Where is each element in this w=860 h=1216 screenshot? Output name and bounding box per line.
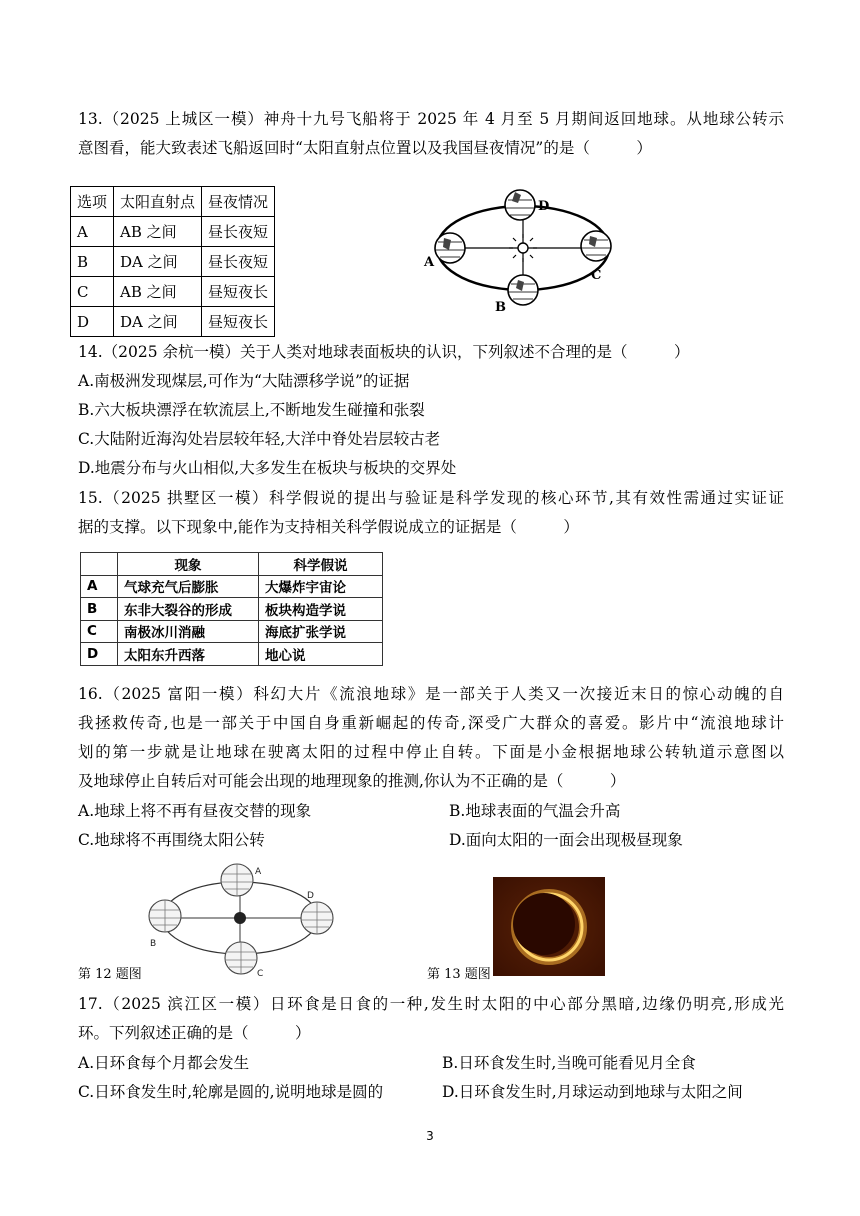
table-header: 科学假说 <box>259 553 383 576</box>
q17-option-d: D.日环食发生时,月球运动到地球与太阳之间 <box>442 1083 743 1101</box>
table-cell: 大爆炸宇宙论 <box>259 575 383 598</box>
table-cell: B <box>81 598 118 621</box>
table-cell: 南极冰川消融 <box>118 620 259 643</box>
q14-option-a: A.南极洲发现煤层,可作为“大陆漂移学说”的证据 <box>78 372 410 390</box>
table-header: 昼夜情况 <box>202 187 275 217</box>
q13-table <box>70 186 275 337</box>
table-header <box>81 553 118 576</box>
fig12-label-c: C <box>257 969 264 979</box>
table-row <box>81 575 383 598</box>
table-row <box>71 307 275 337</box>
orbit-label-c: C <box>591 268 602 283</box>
table-row <box>71 277 275 307</box>
table-cell: 昼长夜短 <box>202 217 275 247</box>
table-row <box>81 643 383 666</box>
q15-table <box>80 552 383 666</box>
table-cell: 昼短夜长 <box>202 307 275 337</box>
table-cell: DA 之间 <box>114 247 202 277</box>
orbit-label-b: B <box>495 300 506 315</box>
table-row <box>81 598 383 621</box>
q17-option-c: C.日环食发生时,轮廓是圆的,说明地球是圆的 <box>78 1083 384 1101</box>
q17-stem-line1: 17.（2025 滨江区一模）日环食是日食的一种,发生时太阳的中心部分黑暗,边缘仍明亮,形成光 <box>78 995 784 1013</box>
q13-stem-line1: 13.（2025 上城区一模）神舟十九号飞船将于 2025 年 4 月至 5 月期间返回地球。从地球公转示 <box>78 110 784 128</box>
fig12-label-b: B <box>150 939 157 949</box>
q14-option-b: B.六大板块漂浮在软流层上,不断地发生碰撞和张裂 <box>78 401 425 419</box>
q14-option-c: C.大陆附近海沟处岩层较年轻,大洋中脊处岩层较古老 <box>78 430 441 448</box>
fig13-caption: 第 13 题图 <box>427 967 491 982</box>
q16-stem-line4: 及地球停止自转后对可能会出现的地理现象的推测,你认为不正确的是（ ） <box>78 772 626 790</box>
fig13-eclipse-photo <box>493 877 605 976</box>
table-cell: B <box>71 247 114 277</box>
q15-stem-line1: 15.（2025 拱墅区一模）科学假说的提出与验证是科学发现的核心环节,其有效性需通过实证证 <box>78 489 784 507</box>
fig12-orbit-diagram <box>145 858 335 980</box>
table-header: 现象 <box>118 553 259 576</box>
table-cell: 昼长夜短 <box>202 247 275 277</box>
q14-option-d: D.地震分布与火山相似,大多发生在板块与板块的交界处 <box>78 459 457 477</box>
table-header-row <box>71 187 275 217</box>
table-header-row <box>81 553 383 576</box>
q16-stem-line2: 我拯救传奇,也是一部关于中国自身重新崛起的传奇,深受广大群众的喜爱。影片中“流浪地球计 <box>78 714 784 732</box>
table-cell: DA 之间 <box>114 307 202 337</box>
table-cell: 昼短夜长 <box>202 277 275 307</box>
q13-stem-line2: 意图看，能大致表述飞船返回时“太阳直射点位置以及我国昼夜情况”的是（ ） <box>78 139 652 157</box>
q16-option-b: B.地球表面的气温会升高 <box>449 802 621 820</box>
q17-option-a: A.日环食每个月都会发生 <box>78 1054 250 1072</box>
table-cell: AB 之间 <box>114 277 202 307</box>
table-header: 太阳直射点 <box>114 187 202 217</box>
orbit-label-a: A <box>424 255 435 270</box>
table-cell: 太阳东升西落 <box>118 643 259 666</box>
q16-stem-line1: 16.（2025 富阳一模）科幻大片《流浪地球》是一部关于人类又一次接近末日的惊心动魄的自 <box>78 685 784 703</box>
table-cell: D <box>71 307 114 337</box>
q16-option-a: A.地球上将不再有昼夜交替的现象 <box>78 802 312 820</box>
table-cell: D <box>81 643 118 666</box>
table-row <box>81 620 383 643</box>
table-cell: 气球充气后膨胀 <box>118 575 259 598</box>
q16-option-d: D.面向太阳的一面会出现极昼现象 <box>449 831 683 849</box>
fig12-label-a: A <box>255 867 262 877</box>
fig12-caption: 第 12 题图 <box>78 967 142 982</box>
table-header: 选项 <box>71 187 114 217</box>
q16-stem-line3: 划的第一步就是让地球在驶离太阳的过程中停止自转。下面是小金根据地球公转轨道示意图以 <box>78 743 784 761</box>
q17-option-b: B.日环食发生时,当晚可能看见月全食 <box>442 1054 696 1072</box>
table-cell: A <box>71 217 114 247</box>
table-cell: 东非大裂谷的形成 <box>118 598 259 621</box>
q14-stem: 14.（2025 余杭一模）关于人类对地球表面板块的认识，下列叙述不合理的是（ ） <box>78 343 690 361</box>
table-cell: AB 之间 <box>114 217 202 247</box>
table-cell: C <box>81 620 118 643</box>
table-row <box>71 247 275 277</box>
q15-stem-line2: 据的支撑。以下现象中,能作为支持相关科学假说成立的证据是（ ） <box>78 518 579 536</box>
table-cell: A <box>81 575 118 598</box>
q13-orbit-diagram <box>420 178 620 318</box>
table-cell: 海底扩张学说 <box>259 620 383 643</box>
table-row <box>71 217 275 247</box>
table-cell: 板块构造学说 <box>259 598 383 621</box>
fig12-label-d: D <box>307 891 314 901</box>
table-cell: 地心说 <box>259 643 383 666</box>
q16-option-c: C.地球将不再围绕太阳公转 <box>78 831 265 849</box>
sun-icon <box>234 912 246 924</box>
page-number: 3 <box>426 1129 434 1143</box>
table-cell: C <box>71 277 114 307</box>
q17-stem-line2: 环。下列叙述正确的是（ ） <box>78 1024 311 1042</box>
orbit-label-d: D <box>538 199 550 214</box>
